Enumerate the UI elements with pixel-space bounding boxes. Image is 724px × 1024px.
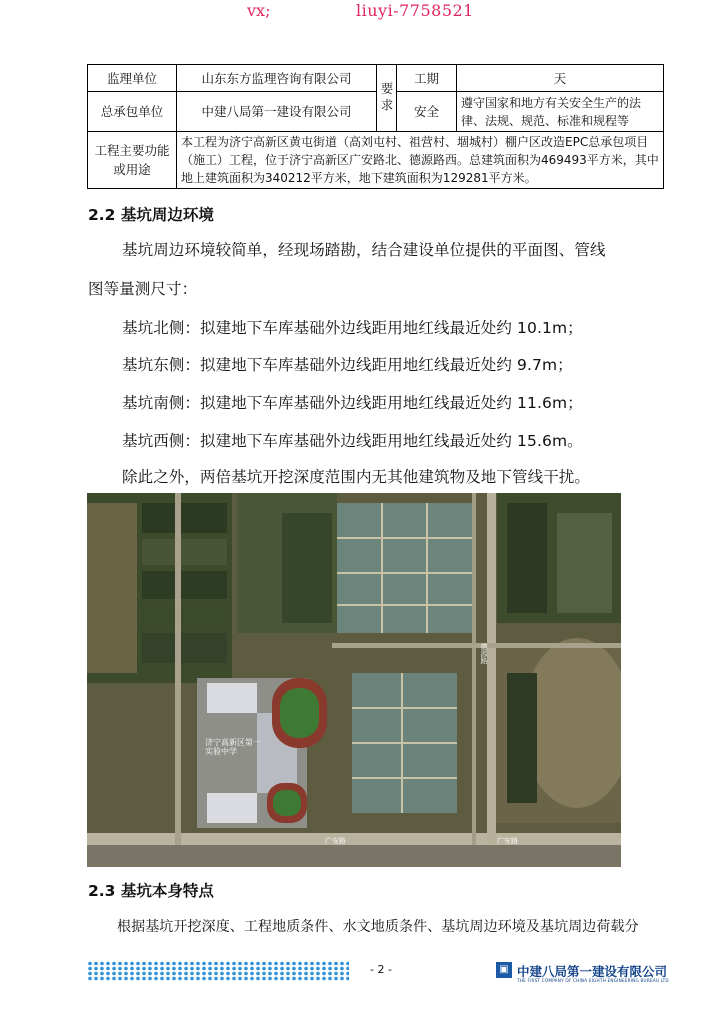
watermark — [0, 0, 724, 22]
section-2-2-heading: 2.2 基坑周边环境 — [88, 206, 214, 224]
section-2-3-heading: 2.3 基坑本身特点 — [88, 882, 214, 900]
company-name-en: THE FIRST COMPANY OF CHINA EIGHTH ENGINEERING BUREAU LTD — [517, 978, 669, 983]
para-east: 基坑东侧：拟建地下车库基础外边线距用地红线最近处约 9.7m； — [122, 356, 573, 374]
para-extra: 除此之外，两倍基坑开挖深度范围内无其他建筑物及地下管线干扰。 — [122, 468, 591, 486]
company-logo-icon: ▣ — [496, 962, 512, 978]
para-north: 基坑北侧：拟建地下车库基础外边线距用地红线最近处约 10.1m； — [122, 319, 583, 337]
value-duration: 天 — [457, 65, 664, 92]
page-number: - 2 - — [370, 963, 392, 976]
map-label-road-2: 广安路 — [497, 837, 518, 845]
label-safety: 安全 — [397, 92, 457, 132]
para-environment-2: 图等量测尺寸： — [88, 280, 198, 298]
para-section-2-3: 根据基坑开挖深度、工程地质条件、水文地质条件、基坑周边环境及基坑周边荷载分 — [117, 919, 639, 935]
footer-decoration — [87, 961, 349, 981]
requirement-label: 要求 — [377, 65, 397, 132]
label-contractor: 总承包单位 — [88, 92, 177, 132]
para-environment-1: 基坑周边环境较简单，经现场踏勘，结合建设单位提供的平面图、管线 — [122, 241, 606, 259]
satellite-map — [87, 493, 621, 867]
label-duration: 工期 — [397, 65, 457, 92]
map-label-school: 济宁高新区第一实验中学 — [205, 738, 261, 756]
map-label-road-3: 德源路 — [480, 643, 488, 664]
label-supervisor: 监理单位 — [88, 65, 177, 92]
map-label-road-1: 广安路 — [325, 837, 346, 845]
company-name: 中建八局第一建设有限公司 — [517, 964, 668, 979]
value-contractor: 中建八局第一建设有限公司 — [177, 92, 377, 132]
label-function: 工程主要功能或用途 — [88, 132, 177, 189]
watermark-left: vx; — [247, 1, 271, 20]
para-west: 基坑西侧：拟建地下车库基础外边线距用地红线最近处约 15.6m。 — [122, 432, 583, 450]
watermark-right: liuyi-7758521 — [356, 1, 474, 20]
value-function: 本工程为济宁高新区黄屯街道（高刘屯村、祖营村、堌城村）棚户区改造EPC总承包项目（施工）工程，位于济宁高新区广安路北、德源路西。总建筑面积为469493平方米，其中地上建筑面积为340212平方米，地下建筑面积为129281平方米。 — [177, 132, 664, 189]
company-logo — [496, 960, 669, 986]
project-info-table — [87, 64, 664, 189]
value-safety: 遵守国家和地方有关安全生产的法律、法规、规范、标准和规程等 — [457, 92, 664, 132]
value-supervisor: 山东东方监理咨询有限公司 — [177, 65, 377, 92]
para-south: 基坑南侧：拟建地下车库基础外边线距用地红线最近处约 11.6m； — [122, 394, 583, 412]
